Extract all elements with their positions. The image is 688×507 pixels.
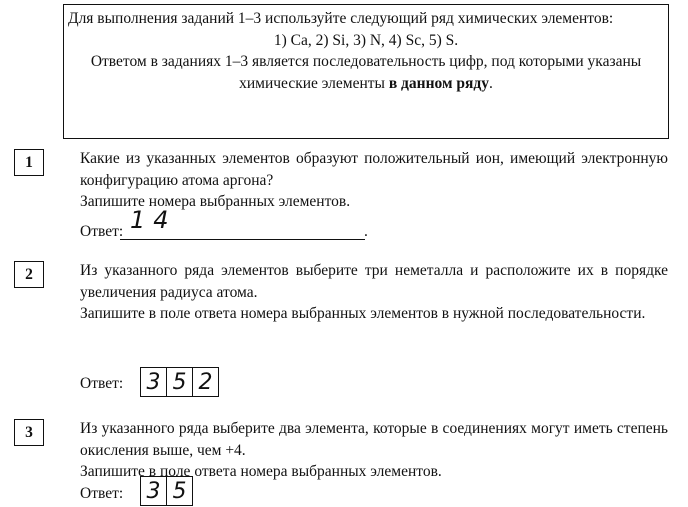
note-end: .	[489, 74, 493, 92]
answer-2-label: Ответ:	[80, 375, 124, 392]
intro-text: Для выполнения заданий 1–3 используйте следующий ряд химических элементов:	[68, 10, 614, 27]
answer-2-cells[interactable]	[140, 367, 219, 397]
answer-3-cells[interactable]	[140, 476, 193, 506]
note-bold: в данном ряду	[388, 74, 489, 92]
answer-cell[interactable]: 5	[166, 477, 192, 505]
answer-1-line[interactable]	[120, 239, 365, 240]
question-1-instruction: Запишите номера выбранных элементов.	[80, 193, 351, 210]
question-1	[80, 148, 668, 213]
note-text: Ответом в заданиях 1–3 является последовательность цифр, под которыми указаны химические элементы	[90, 53, 642, 92]
question-2-instruction: Запишите в поле ответа номера выбранных элементов в нужной последовательности.	[80, 305, 646, 322]
instructions-box	[63, 4, 669, 139]
question-number-2: 2	[14, 261, 44, 288]
question-2	[80, 260, 668, 325]
question-1-text: Какие из указанных элементов образуют положительный ион, имеющий электронную конфигурацию атома аргона?	[80, 150, 668, 189]
answer-cell[interactable]: 3	[146, 479, 161, 504]
question-number-3: 3	[14, 419, 44, 446]
question-2-text: Из указанного ряда элементов выберите три неметалла и расположите их в порядке увеличения радиуса атома.	[80, 262, 668, 301]
answer-cell[interactable]: 2	[192, 368, 218, 396]
question-number-1: 1	[14, 149, 44, 176]
answer-3-label: Ответ:	[80, 485, 124, 502]
question-3-instruction: Запишите в поле ответа номера выбранных элементов.	[80, 463, 442, 480]
answer-1-label: Ответ:	[80, 223, 124, 240]
answer-1-period: .	[364, 223, 368, 240]
element-list: 1) Ca, 2) Si, 3) N, 4) Sc, 5) S.	[273, 31, 459, 49]
answer-cell[interactable]: 3	[146, 370, 161, 395]
answer-1-handwritten: 14	[130, 206, 177, 234]
question-3	[80, 418, 668, 483]
question-3-text: Из указанного ряда выберите два элемента, которые в соединениях могут иметь степень окисления выше, чем +4.	[80, 420, 668, 459]
answer-cell[interactable]: 5	[166, 368, 192, 396]
answer-note	[68, 51, 664, 94]
